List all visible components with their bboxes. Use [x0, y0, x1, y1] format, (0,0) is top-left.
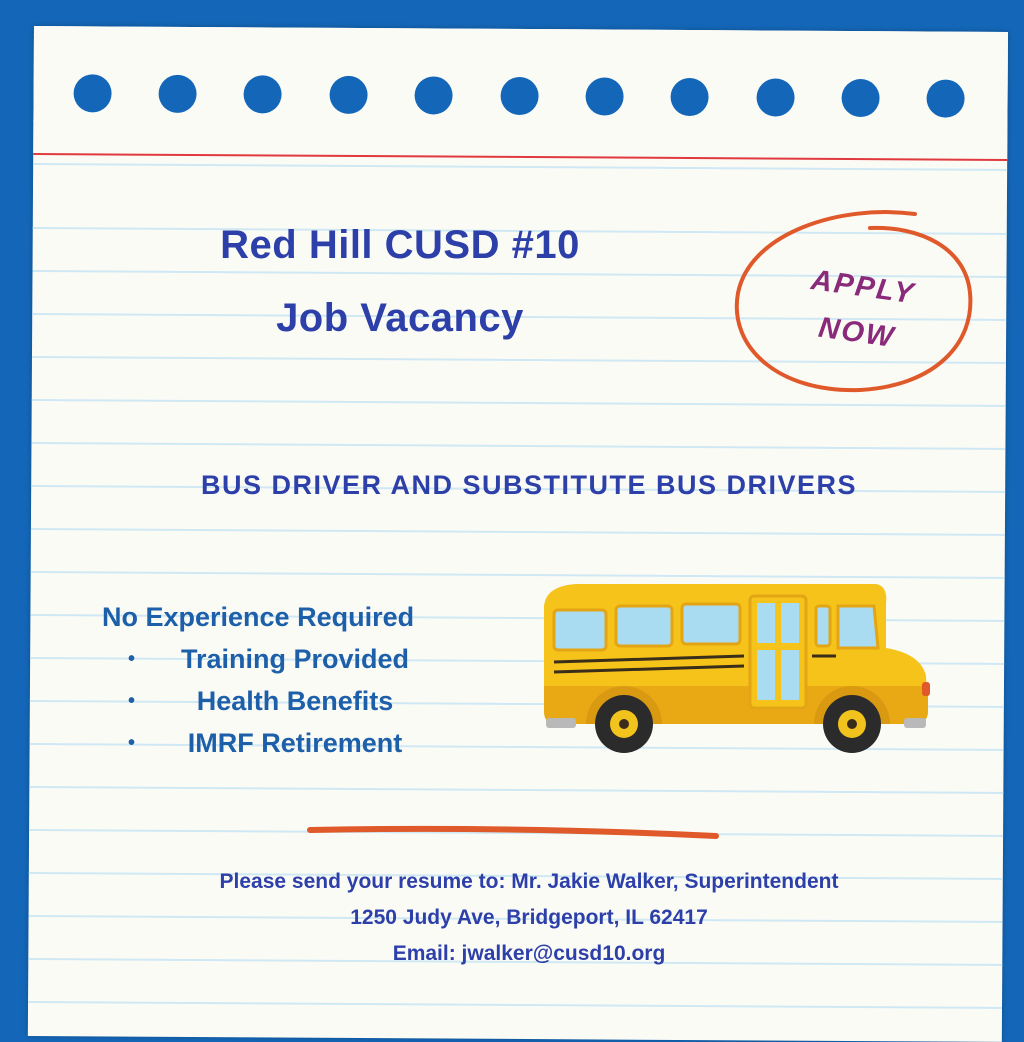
binder-hole	[414, 76, 452, 114]
orange-underline	[306, 824, 720, 840]
binder-hole	[158, 75, 196, 113]
contact-address: 1250 Judy Ave, Bridgeport, IL 62417	[350, 906, 708, 929]
binder-hole	[756, 78, 794, 116]
benefits-lead: No Experience Required	[102, 602, 415, 632]
stamp-line-1: APPLY	[809, 264, 918, 311]
contact-info	[34, 864, 1024, 972]
contact-email[interactable]: Email: jwalker@cusd10.org	[392, 942, 666, 965]
title-line-1: Red Hill CUSD #10	[220, 223, 580, 267]
title-line-2: Job Vacancy	[276, 296, 524, 340]
binder-hole	[73, 74, 111, 112]
binder-hole	[329, 76, 367, 114]
benefit-item: • Health Benefits	[100, 680, 490, 722]
benefit-item: • IMRF Retirement	[100, 722, 490, 764]
binder-hole	[841, 79, 879, 117]
contact-line-1: Please send your resume to: Mr. Jakie Walker, Superintendent	[219, 870, 839, 893]
school-bus-illustration	[536, 576, 936, 756]
stamp-line-2: NOW	[816, 311, 898, 354]
binder-hole	[926, 79, 964, 117]
binder-hole	[670, 78, 708, 116]
binder-hole	[243, 75, 281, 113]
binder-hole	[585, 77, 623, 115]
benefit-item: • Training Provided	[100, 638, 490, 680]
paper-header-area	[33, 26, 1008, 160]
position-heading: BUS DRIVER AND SUBSTITUTE BUS DRIVERS	[200, 470, 858, 500]
benefits-list	[100, 596, 520, 764]
binder-hole	[500, 77, 538, 115]
